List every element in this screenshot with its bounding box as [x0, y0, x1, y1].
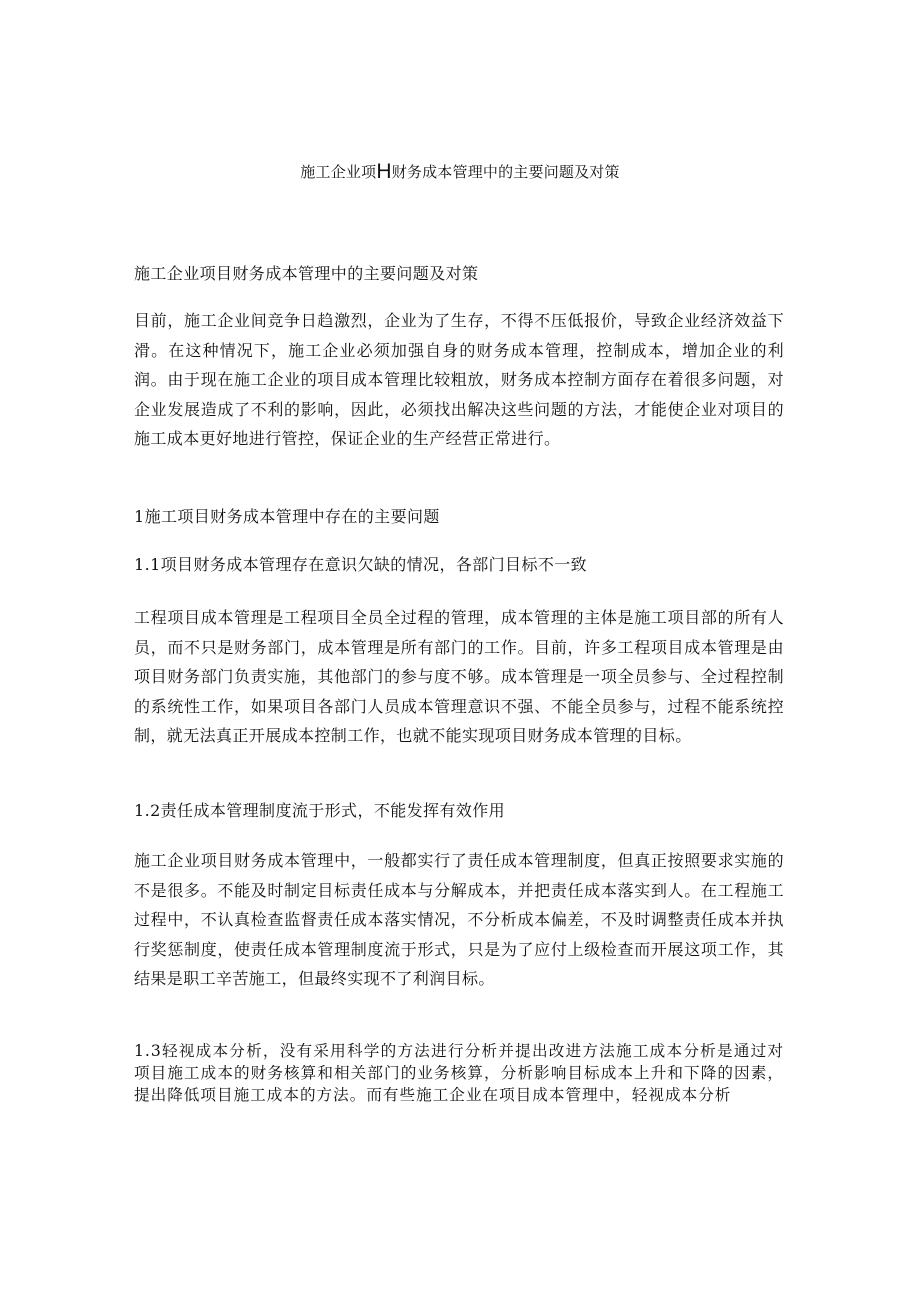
section-1-2-heading: 1.2责任成本管理制度流于形式，不能发挥有效作用 — [134, 801, 506, 820]
title-text-before: 施工企业项 — [300, 163, 377, 181]
section-1-2-paragraph: 施工企业项目财务成本管理中，一般都实行了责任成本管理制度，但真正按照要求实施的不是很多。不能及时制定目标责任成本与分解成本，并把责任成本落实到人。在工程施工过程中，不认真检查监督责任成本落实情况，不分析成本偏差，不及时调整责任成本并执行奖惩制度，使责任成本管理制度流于形式，只是为了应付上级检查而开展这项工作，其结果是职工辛苦施工，但最终实现不了利润目标。 — [134, 851, 784, 989]
document-subtitle: 施工企业项目财务成本管理中的主要问题及对策 — [134, 264, 479, 283]
section-1-heading: 1施工项目财务成本管理中存在的主要问题 — [134, 507, 440, 526]
section-1-1-paragraph: 工程项目成本管理是工程项目全员全过程的管理，成本管理的主体是施工项目部的所有人员，而不只是财务部门，成本管理是所有部门的工作。目前，许多工程项目成本管理是由项目财务部门负责实施，其他部门的参与度不够。成本管理是一项全员参与、全过程控制的系统性工作，如果项目各部门人员成本管理意识不强、不能全员参与，过程不能系统控制，就无法真正开展成本控制工作，也就不能实现项目财务成本管理的目标。 — [134, 608, 784, 746]
title-text-after: 财务成本管理中的主要问题及对策 — [391, 163, 620, 181]
section-1-3-paragraph: 1.3轻视成本分析，没有采用科学的方法进行分析并提出改进方法施工成本分析是通过对项目施工成本的财务核算和相关部门的业务核算，分析影响目标成本上升和下降的因素，提出降低项目施工成本的方法。而有些施工企业在项目成本管理中，轻视成本分析 — [134, 1042, 784, 1104]
intro-paragraph: 目前，施工企业间竞争日趋激烈，企业为了生存，不得不压低报价，导致企业经济效益下滑。在这种情况下，施工企业必须加强自身的财务成本管理，控制成本，增加企业的利润。由于现在施工企业的项目成本管理比较粗放，财务成本控制方面存在着很多问题，对企业发展造成了不利的影响，因此，必须找出解决这些问题的方法，才能使企业对项目的施工成本更好地进行管控，保证企业的生产经营正常进行。 — [134, 311, 784, 449]
title-glyph: H — [376, 160, 392, 183]
document-title — [0, 160, 920, 184]
section-1-1-heading: 1.1项目财务成本管理存在意识欠缺的情况，各部门目标不一致 — [134, 555, 588, 574]
